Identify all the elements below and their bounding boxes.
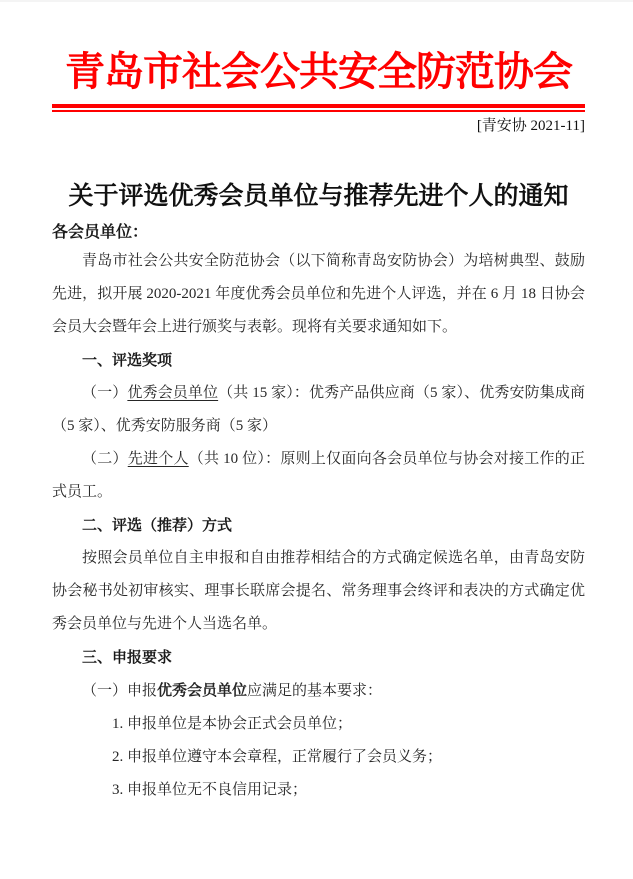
intro-paragraph: 青岛市社会公共安全防范协会（以下简称青岛安防协会）为培树典型、鼓励先进，拟开展 2020-2021 年度优秀会员单位和先进个人评选，并在 6 月 18 日协会会员大会暨年会上进行颁奖与表彰。现将有关要求通知如下。 [52,253,585,335]
section-3-item [52,674,585,708]
notice-body [52,245,585,807]
page-top-edge [0,0,633,2]
section-3-heading: 三、申报要求 [82,649,173,666]
requirement-item-3: 3. 申报单位无不良信用记录； [112,782,308,798]
section-2-paragraph: 按照会员单位自主申报和自由推荐相结合的方式确定候选名单，由青岛安防协会秘书处初审核实、理事长联席会提名、常务理事会终评和表决的方式确定优秀会员单位与先进个人当选名单。 [52,550,585,632]
item-prefix: （二） [82,451,128,467]
document-number: [青安协 2021-11] [476,118,585,134]
award-term-advanced-individual: 先进个人 [127,451,189,467]
divider-thick-line [52,104,585,108]
item-prefix: （一） [82,385,128,401]
requirement-item-1: 1. 申报单位是本协会正式会员单位； [112,716,353,732]
requirement-item-2: 2. 申报单位遵守本会章程，正常履行了会员义务； [112,749,443,765]
item-detail: （共 10 位）：原则上仅面向各会员单位与协会对接工作的正式员工。 [52,451,585,500]
item-detail: （共 15 家）：优秀产品供应商（5 家）、优秀安防集成商（5 家）、优秀安防服务商（5 家） [52,385,585,434]
award-term-excellent-member-unit: 优秀会员单位 [127,385,219,401]
section-2-heading: 二、评选（推荐）方式 [82,517,233,534]
item-prefix: （一）申报 [82,683,158,699]
section-1-item-2 [52,443,585,509]
document-content [0,46,633,807]
notice-title: 关于评选优秀会员单位与推荐先进个人的通知 [68,182,569,210]
term-excellent-member-unit-bold: 优秀会员单位 [157,682,248,699]
salutation: 各会员单位： [52,224,149,241]
item-detail: 应满足的基本要求： [247,683,383,699]
section-1-heading: 一、评选奖项 [82,352,173,369]
letterhead-org-name: 青岛市社会公共安全防范协会 [65,49,572,94]
divider-thin-line [52,110,585,112]
letterhead-divider [52,104,585,112]
section-1-item-1 [52,377,585,443]
